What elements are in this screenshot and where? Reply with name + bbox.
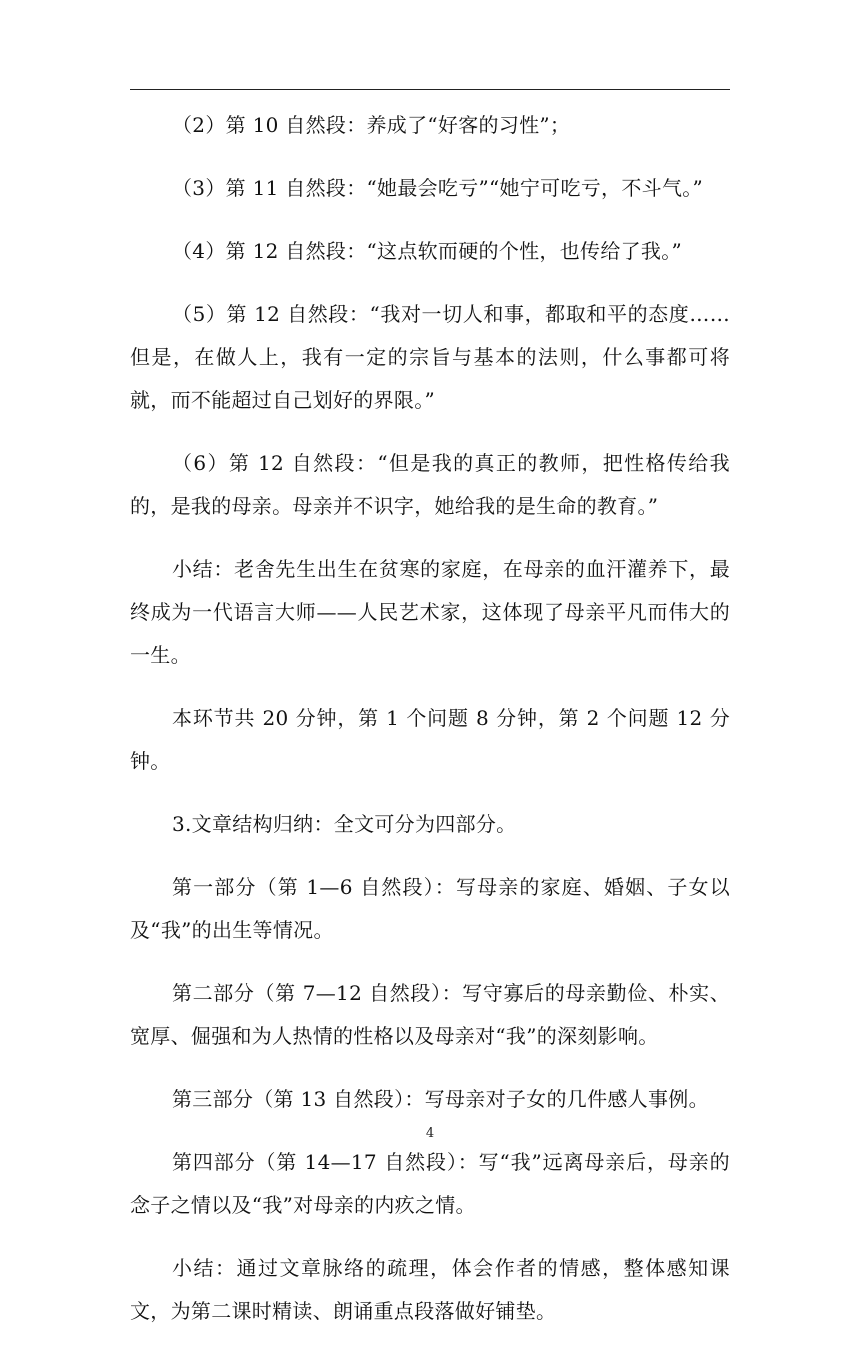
paragraph-3: （4）第 12 自然段：“这点软而硬的个性，也传给了我。” [172,239,683,263]
paragraph-8: 3.文章结构归纳：全文可分为四部分。 [172,812,517,836]
paragraph-7: 本环节共 20 分钟，第 1 个问题 8 分钟，第 2 个问题 12 分钟。 [130,706,730,773]
paragraph-1: （2）第 10 自然段：养成了“好客的习性”； [172,113,571,137]
paragraph-6: 小结：老舍先生出生在贫寒的家庭，在母亲的血汗灌养下，最终成为一代语言大师——人民艺术家，这体现了母亲平凡而伟大的一生。 [130,557,730,667]
header-rule [130,89,730,90]
paragraph-13: 小结：通过文章脉络的疏理，体会作者的情感，整体感知课文，为第二课时精读、朗诵重点段落做好铺垫。 [130,1256,730,1323]
paragraph-4: （5）第 12 自然段：“我对一切人和事，都取和平的态度……但是，在做人上，我有一定的宗旨与基本的法则，什么事都可将就，而不能超过自己划好的界限。” [130,302,730,412]
paragraph-11: 第三部分（第 13 自然段）：写母亲对子女的几件感人事例。 [172,1087,709,1111]
paragraph-12: 第四部分（第 14—17 自然段）：写“我”远离母亲后，母亲的念子之情以及“我”对母亲的内疚之情。 [130,1150,730,1217]
paragraph-10: 第二部分（第 7—12 自然段）：写守寡后的母亲勤俭、朴实、宽厚、倔强和为人热情的性格以及母亲对“我”的深刻影响。 [130,981,730,1048]
document-body [130,104,730,1353]
paragraph-5: （6）第 12 自然段：“但是我的真正的教师，把性格传给我的，是我的母亲。母亲并不识字，她给我的是生命的教育。” [130,451,730,518]
paragraph-2: （3）第 11 自然段：“她最会吃亏”“她宁可吃亏，不斗气。” [172,176,704,200]
page-number: 4 [425,1126,435,1141]
paragraph-9: 第一部分（第 1—6 自然段）：写母亲的家庭、婚姻、子女以及“我”的出生等情况。 [130,875,730,942]
